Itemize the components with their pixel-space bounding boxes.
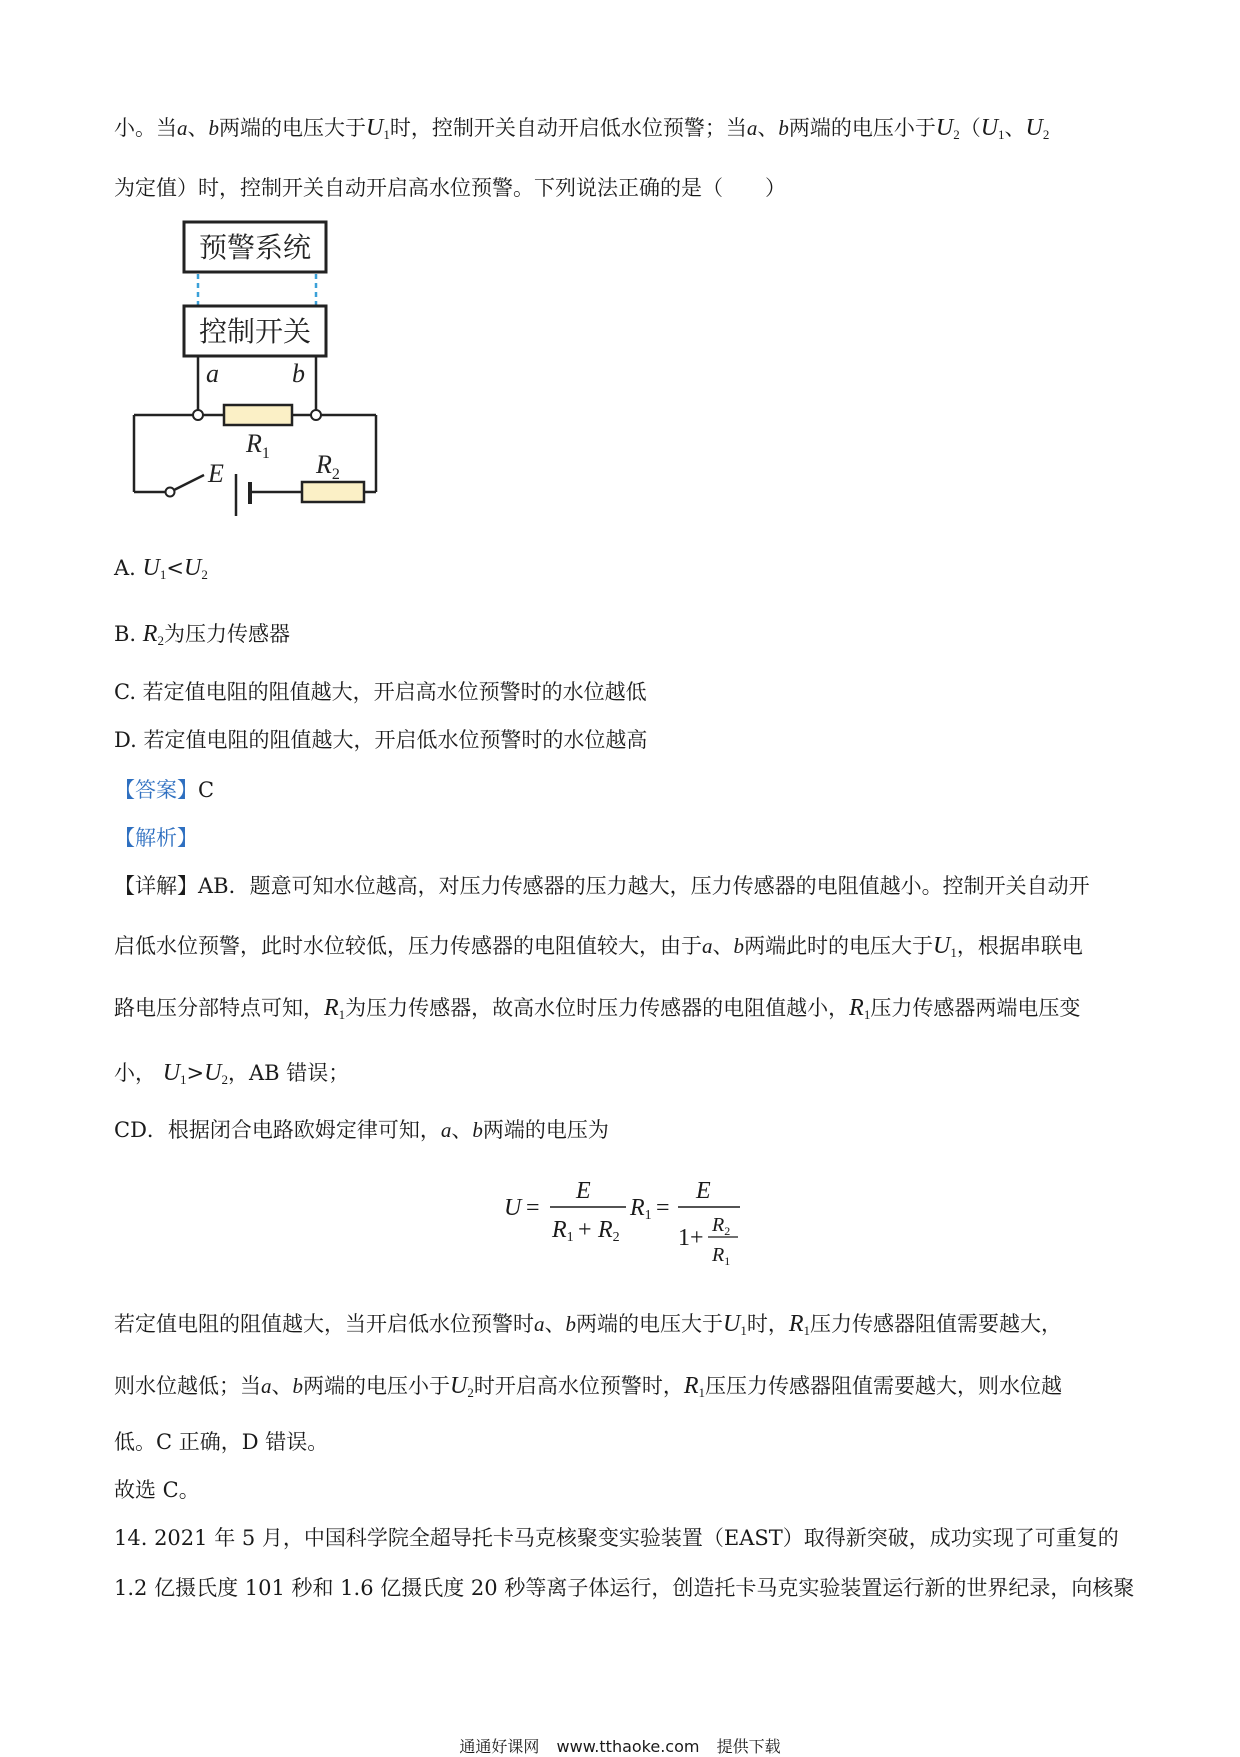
detail-line3: 路电压分部特点可知，$R_1$为压力传感器，故高水位时压力传感器的电阻值越小，$R_1$压力传感器两端电压变 — [114, 995, 1081, 1022]
analysis-label: 【解析】 — [114, 826, 198, 850]
question14-line1: 14. 2021 年 5 月，中国科学院全超导托卡马克核聚变实验装置（EAST）取得新突破，成功实现了可重复的 — [114, 1526, 1119, 1550]
battery-e-label: E — [208, 459, 224, 488]
svg-text:=: = — [526, 1195, 540, 1221]
option-a: A. $U_1<U_2$ — [114, 555, 208, 582]
switch-arm — [174, 475, 204, 490]
svg-text:R1: R1 — [552, 1217, 574, 1245]
terminal-a-label: a — [206, 359, 219, 388]
terminal-b-node — [311, 410, 321, 420]
svg-text:R1: $R_1$ — [712, 1244, 731, 1268]
svg-text:R2: R2 — [598, 1217, 620, 1245]
voltage-formula — [500, 1165, 760, 1270]
detail-label: 【详解】 — [114, 874, 198, 898]
detail-line1: 【详解】AB．题意可知水位越高，对压力传感器的压力越大，压力传感器的电阻值越小。控制开关自动开 — [114, 874, 1090, 898]
question14-line2: 1.2 亿摄氏度 101 秒和 1.6 亿摄氏度 20 秒等离子体运行，创造托卡马克实验装置运行新的世界纪录，向核聚 — [114, 1576, 1135, 1600]
answer-line — [114, 774, 214, 804]
detail-line8: 低。C 正确，D 错误。 — [114, 1430, 329, 1454]
control-switch-label: 控制开关 — [198, 315, 312, 348]
switch-node — [166, 488, 175, 497]
answer-value: C — [198, 778, 215, 802]
question13-line2: 为定值）时，控制开关自动开启高水位预警。下列说法正确的是（ ） — [114, 176, 786, 200]
answer-label: 【答案】 — [114, 778, 198, 802]
warning-system-label: 预警系统 — [198, 231, 312, 264]
svg-text:+: + — [578, 1217, 592, 1243]
terminal-a-node — [193, 410, 203, 420]
option-b: B. $R_2$为压力传感器 — [114, 621, 290, 648]
detail-line7: 则水位越低；当a、b两端的电压小于$U_2$时开启高水位预警时，$R_1$压压力传感器阻值需要越大，则水位越 — [114, 1373, 1063, 1400]
detail-line2: 启低水位预警，此时水位较低，压力传感器的电阻值较大，由于a、b两端此时的电压大于$U_1$，根据串联电 — [114, 933, 1083, 960]
option-d: D. 若定值电阻的阻值越大，开启低水位预警时的水位越高 — [114, 728, 648, 752]
svg-text:R2: $R_2$ — [712, 1214, 731, 1238]
svg-text:U: U — [504, 1195, 522, 1221]
svg-text:R1: R1 — [630, 1195, 652, 1223]
question13-line1: 小。当a、b两端的电压大于$U_1$时，控制开关自动开启低水位预警；当a、b两端的电压小于$U_2(U_1$、$U_2$ — [114, 115, 1050, 142]
terminal-b-label: b — [292, 359, 305, 388]
r1-label: $R_1$ — [246, 429, 270, 462]
footer-url[interactable]: www.tthaoke.com — [556, 1737, 700, 1756]
svg-text:E: E — [576, 1178, 591, 1204]
svg-text:1+: 1+ — [678, 1225, 704, 1251]
detail-line5: CD．根据闭合电路欧姆定律可知，a、b两端的电压为 — [114, 1118, 609, 1142]
detail-line6: 若定值电阻的阻值越大，当开启低水位预警时a、b两端的电压大于$U_1$时，$R_1$压力传感器阻值需要越大， — [114, 1311, 1063, 1338]
svg-text:=: = — [656, 1195, 670, 1221]
footer-site-name: 通通好课网 — [459, 1737, 540, 1756]
circuit-diagram — [124, 220, 394, 520]
footer-download: 提供下载 — [716, 1737, 781, 1756]
resistor-r1 — [224, 405, 292, 425]
detail-line4: 小， $U_1>U_2$，AB 错误； — [114, 1060, 350, 1087]
r2-label: $R_2$ — [316, 450, 340, 483]
option-c: C. 若定值电阻的阻值越大，开启高水位预警时的水位越低 — [114, 680, 647, 704]
resistor-r2 — [302, 482, 364, 502]
conclusion: 故选 C。 — [114, 1478, 200, 1502]
svg-text:E: E — [696, 1178, 711, 1204]
